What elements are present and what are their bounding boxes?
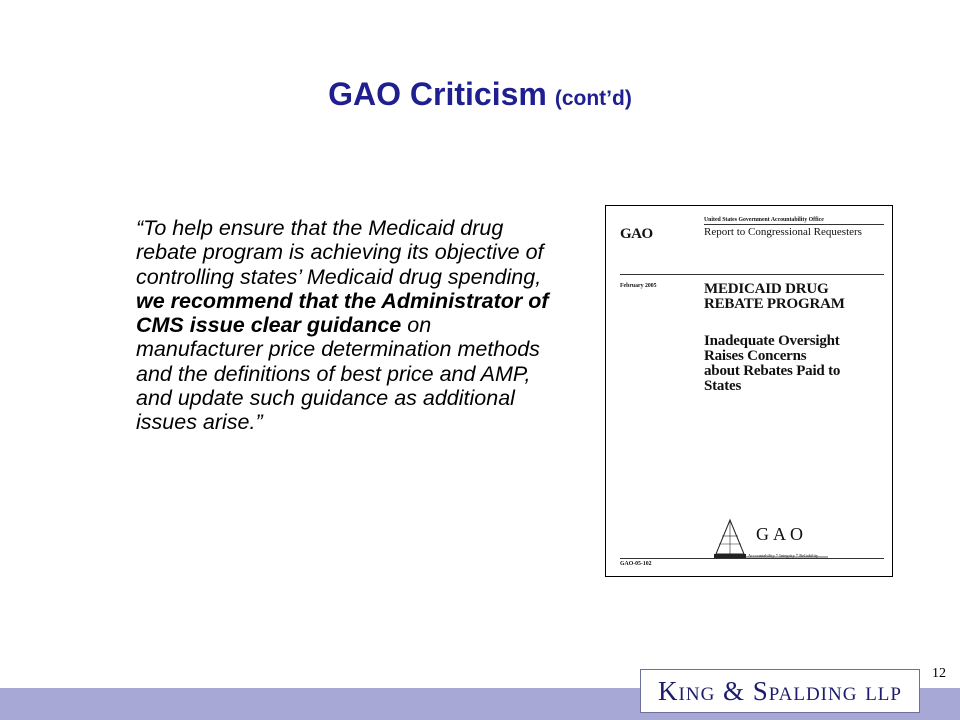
cover-subhead-line-4: States <box>704 378 742 394</box>
cover-logo-text: GAO <box>756 524 807 544</box>
cover-subhead-line-2: Raises Concerns <box>704 348 807 364</box>
slide-title-main: GAO Criticism <box>328 76 547 112</box>
cover-office: United States Government Accountability Office <box>704 217 824 223</box>
cover-headline-line-2: REBATE PROGRAM <box>704 296 845 312</box>
cover-agency: GAO <box>620 226 653 242</box>
report-cover-image <box>605 205 893 577</box>
quote-bold-recommendation: we recommend that the Administrator of CMS issue clear guidance <box>136 288 549 338</box>
cover-subhead <box>704 334 840 394</box>
cover-tagline: Accountability * Integrity * Reliability <box>748 553 819 558</box>
quote-part-1: “To help ensure that the Medicaid drug rebate program is achieving its objective of controlling states’ Medicaid drug spending, <box>136 216 544 289</box>
slide-title-suffix: (cont’d) <box>554 87 632 110</box>
cover-subhead-line-3: about Rebates Paid to <box>704 363 841 379</box>
quote-text <box>136 216 556 435</box>
cover-headline <box>704 282 845 312</box>
quote-part-2: on manufacturer price determination methods and the definitions of best price and AMP, and update such guidance as additional issues arise.” <box>136 313 540 435</box>
cover-subhead-line-1: Inadequate Oversight <box>704 333 840 349</box>
cover-mid-rule <box>620 274 884 275</box>
cover-date: February 2005 <box>620 283 657 289</box>
cover-bottom-rule <box>620 558 884 559</box>
slide-title <box>0 76 960 113</box>
firm-logo: King & Spalding llp <box>640 669 920 713</box>
cover-top-rule <box>704 224 884 225</box>
cover-report-number: GAO-05-102 <box>620 561 652 567</box>
cover-headline-line-1: MEDICAID DRUG <box>704 281 829 297</box>
cover-report-type: Report to Congressional Requesters <box>704 226 862 238</box>
page-number: 12 <box>932 666 946 681</box>
